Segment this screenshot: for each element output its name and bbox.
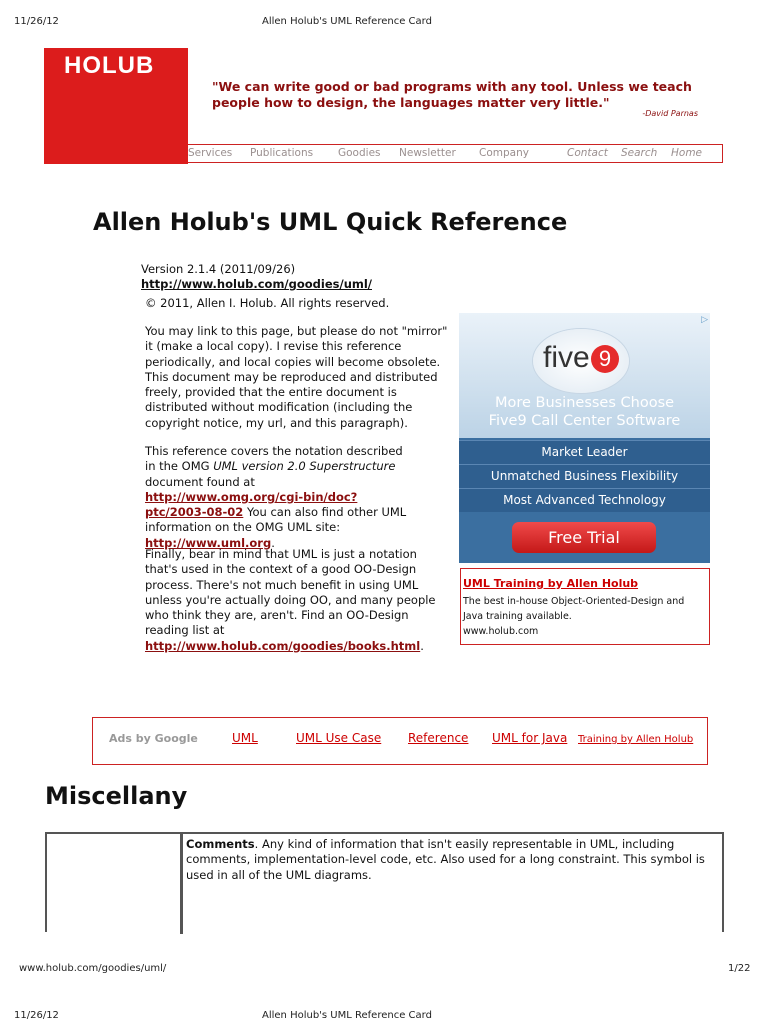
nav-home[interactable]: Home <box>671 147 703 159</box>
footer-date: 11/26/12 <box>14 1010 59 1021</box>
ad-link-use-case[interactable]: UML Use Case <box>296 731 382 745</box>
free-trial-button[interactable]: Free Trial <box>512 522 656 553</box>
version-text: Version 2.1.4 (2011/09/26) <box>141 262 296 276</box>
ads-by-google-bar <box>92 717 708 765</box>
training-desc: The best in-house Object-Oriented-Design and Java training available. <box>463 596 685 622</box>
nav-newsletter[interactable]: Newsletter <box>399 147 456 159</box>
p2-text-b: document found at <box>145 474 255 489</box>
nav-publications[interactable]: Publications <box>250 147 314 159</box>
five9-brand: five <box>543 341 590 374</box>
books-link[interactable]: http://www.holub.com/goodies/books.html <box>145 638 421 653</box>
ads-by-google-label: Ads by Google <box>109 732 198 745</box>
nav-contact[interactable]: Contact <box>567 147 608 159</box>
ad-link-training[interactable]: Training by Allen Holub <box>578 734 694 745</box>
print-date: 11/26/12 <box>14 16 59 27</box>
holub-logo[interactable] <box>44 48 188 164</box>
omg-doc-link[interactable]: http://www.omg.org/cgi-bin/doc?ptc/2003-08-02 <box>145 489 358 520</box>
nav-company[interactable]: Company <box>479 147 529 159</box>
row-title: Comments <box>186 837 255 851</box>
p2-italic: UML version 2.0 Superstructure <box>213 459 396 474</box>
ad-row-technology: Most Advanced Technology <box>459 488 710 512</box>
copyright-text: © 2011, Allen I. Holub. All rights reserved. <box>145 296 390 310</box>
footer-page: 1/22 <box>728 963 751 974</box>
print-title: Allen Holub's UML Reference Card <box>262 16 432 27</box>
p3-text: Finally, bear in mind that UML is just a notation that's used in the context of a good OO-Design process. There's not much benefit in using UML unless you're actually doing OO, and many people who think they are, aren't. Find an OO-Design reading list at <box>145 547 436 638</box>
p2-text-d: . <box>271 535 275 550</box>
quote-attribution: -David Parnas <box>642 109 698 118</box>
ad-link-reference[interactable]: Reference <box>408 731 469 745</box>
ad-link-uml[interactable]: UML <box>232 731 258 745</box>
paragraph-process <box>145 547 445 654</box>
five9-logo <box>533 329 629 393</box>
table-row <box>186 837 716 883</box>
top-nav <box>188 144 723 163</box>
ad-link-uml-java[interactable]: UML for Java <box>492 731 568 745</box>
footer-title: Allen Holub's UML Reference Card <box>262 1010 432 1021</box>
logo-text: HOLUB <box>64 52 155 79</box>
footer-url: www.holub.com/goodies/uml/ <box>19 963 167 974</box>
five9-ad[interactable] <box>459 313 710 563</box>
section-heading: Miscellany <box>45 782 188 810</box>
p3-end: . <box>420 638 424 653</box>
header-quote: "We can write good or bad programs with any tool. Unless we teach people how to design, the languages matter very little." <box>212 79 692 110</box>
paragraph-reference <box>145 444 409 551</box>
training-heading[interactable]: UML Training by Allen Holub <box>463 577 639 590</box>
page-url-link[interactable]: http://www.holub.com/goodies/uml/ <box>141 277 372 291</box>
page-title: Allen Holub's UML Quick Reference <box>93 208 568 236</box>
ad-headline-1: More Businesses Choose <box>494 395 675 411</box>
row-text: . Any kind of information that isn't easily representable in UML, including comments, implementation-level code, etc. Also used for a long constraint. This symbol is used in all of the UML diagrams. <box>186 837 705 882</box>
five9-brand-num: 9 <box>591 345 619 373</box>
table-column-divider <box>180 834 183 934</box>
miscellany-table <box>45 832 724 932</box>
p2-text-a: This reference covers the notation described in the OMG <box>145 444 403 474</box>
nav-search[interactable]: Search <box>621 147 658 159</box>
paragraph-linking: You may link to this page, but please do not "mirror" it (make a local copy). I revise this reference periodically, and local copies will become obsolete. This document may be reproduced and distributed freely, provided that the entire document is distributed without modification (including the copyright notice, my url, and this paragraph). <box>145 324 448 430</box>
p2-text-c: You can also find other UML information on the OMG UML site: <box>145 505 407 535</box>
nav-services[interactable]: Services <box>188 147 233 159</box>
ad-row-flexibility: Unmatched Business Flexibility <box>459 464 710 488</box>
ad-headline-2: Five9 Call Center Software <box>488 413 681 429</box>
training-url[interactable]: www.holub.com <box>463 626 539 637</box>
training-ad[interactable] <box>460 568 710 645</box>
uml-org-link[interactable]: http://www.uml.org <box>145 535 272 550</box>
nav-goodies[interactable]: Goodies <box>338 147 381 159</box>
ad-row-market-leader: Market Leader <box>459 440 710 464</box>
adchoices-icon[interactable]: ▷ <box>701 315 708 325</box>
